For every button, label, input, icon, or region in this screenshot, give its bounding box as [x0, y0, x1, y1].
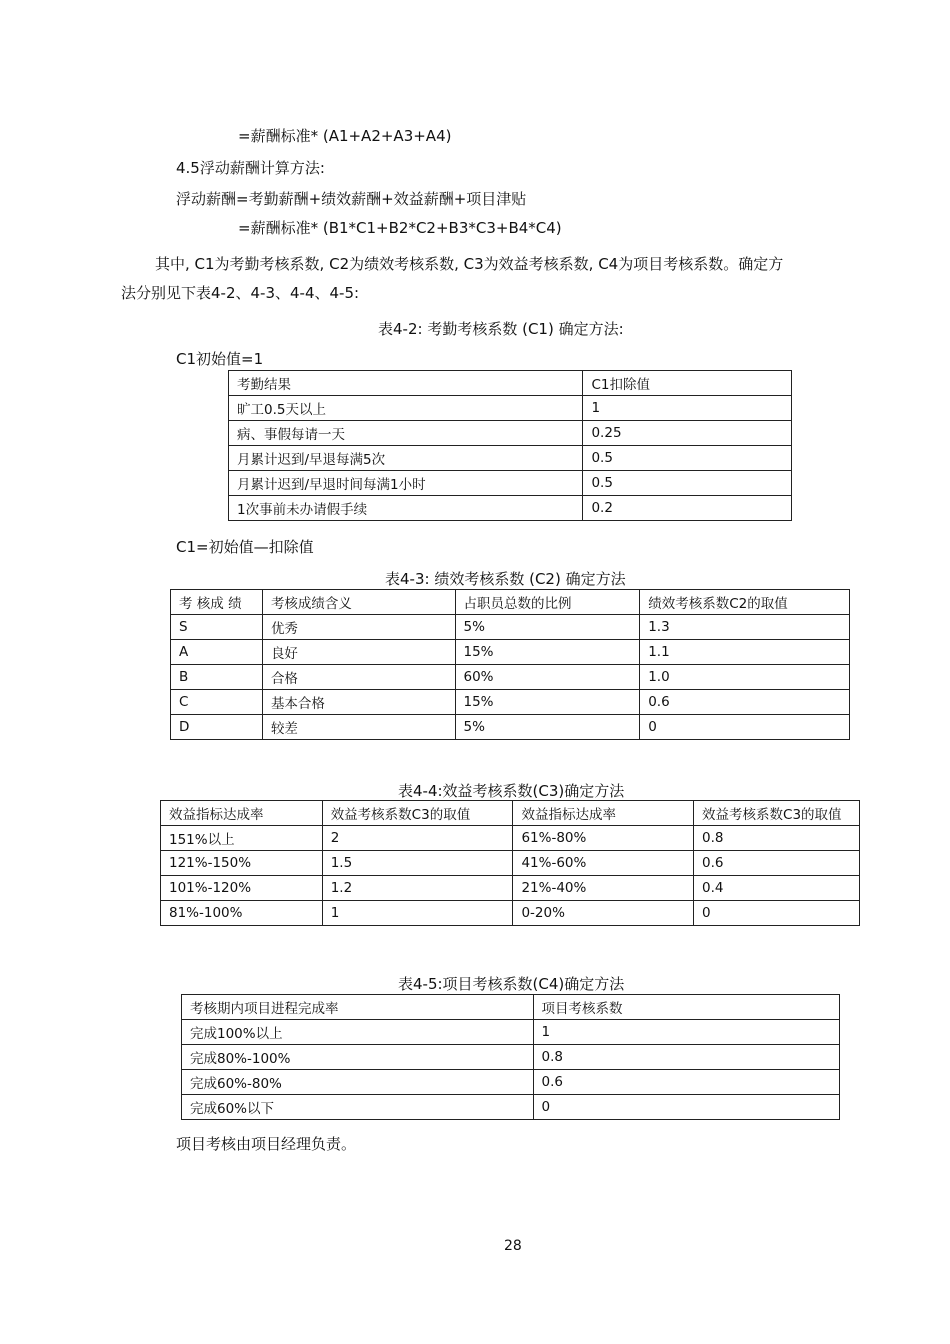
table-row: [171, 715, 850, 740]
table-cell: C: [171, 690, 263, 715]
table-cell: 15%: [455, 640, 640, 665]
table-4-2-caption: 表4-2: 考勤考核系数 (C1) 确定方法:: [378, 320, 624, 338]
formula-line-4: =薪酬标准* (B1*C1+B2*C2+B3*C3+B4*C4): [238, 219, 562, 237]
table-cell: 0.8: [694, 826, 860, 851]
table-cell: 1.5: [322, 851, 513, 876]
table-4-2: [228, 370, 792, 521]
table-header-cell: 考勤结果: [229, 371, 583, 396]
table-cell: 基本合格: [262, 690, 455, 715]
table-header-row: [182, 995, 840, 1020]
table-cell: 良好: [262, 640, 455, 665]
table-4-5-caption: 表4-5:项目考核系数(C4)确定方法: [398, 975, 625, 993]
table-cell: 0.6: [533, 1070, 839, 1095]
table-cell: 2: [322, 826, 513, 851]
table-4-4: [160, 800, 860, 926]
table-cell: 0.6: [694, 851, 860, 876]
table-cell: 0.2: [583, 496, 792, 521]
table-header-row: [171, 590, 850, 615]
table-header-row: [229, 371, 792, 396]
table-header-cell: 考 核成 绩: [171, 590, 263, 615]
table-header-cell: 效益考核系数C3的取值: [322, 801, 513, 826]
table-cell: 旷工0.5天以上: [229, 396, 583, 421]
c1-initial-value: C1初始值=1: [176, 350, 264, 368]
table-cell: 1.0: [640, 665, 850, 690]
c1-formula: C1=初始值—扣除值: [176, 538, 314, 556]
table-cell: 0.8: [533, 1045, 839, 1070]
table-cell: 21%-40%: [513, 876, 694, 901]
table-cell: 101%-120%: [161, 876, 323, 901]
table-cell: 1.2: [322, 876, 513, 901]
table-header-cell: 效益指标达成率: [513, 801, 694, 826]
table-cell: 0: [694, 901, 860, 926]
table-cell: 121%-150%: [161, 851, 323, 876]
table-cell: 0: [640, 715, 850, 740]
table-cell: 0.4: [694, 876, 860, 901]
table-row: [182, 1020, 840, 1045]
table-cell: 0.5: [583, 471, 792, 496]
table-cell: 81%-100%: [161, 901, 323, 926]
table-row: [229, 446, 792, 471]
table-cell: 较差: [262, 715, 455, 740]
table-cell: 0.25: [583, 421, 792, 446]
table-row: [229, 496, 792, 521]
table-cell: 61%-80%: [513, 826, 694, 851]
table-row: [161, 901, 860, 926]
table-row: [182, 1070, 840, 1095]
table-cell: 1: [533, 1020, 839, 1045]
table-cell: 0-20%: [513, 901, 694, 926]
table-row: [161, 851, 860, 876]
table-cell: 完成100%以上: [182, 1020, 534, 1045]
page-number: 28: [504, 1238, 522, 1254]
table-cell: 5%: [455, 615, 640, 640]
table-cell: 151%以上: [161, 826, 323, 851]
table-row: [182, 1095, 840, 1120]
table-cell: 完成60%-80%: [182, 1070, 534, 1095]
table-cell: 月累计迟到/早退时间每满1小时: [229, 471, 583, 496]
table-cell: 1.3: [640, 615, 850, 640]
formula-line-float-pay: 浮动薪酬=考勤薪酬+绩效薪酬+效益薪酬+项目津贴: [176, 190, 527, 208]
table-cell: 60%: [455, 665, 640, 690]
table-4-3: [170, 589, 850, 740]
table-header-cell: 效益指标达成率: [161, 801, 323, 826]
table-cell: 15%: [455, 690, 640, 715]
section-heading-4-5: 4.5浮动薪酬计算方法:: [176, 159, 325, 177]
table-cell: 病、事假每请一天: [229, 421, 583, 446]
table-cell: A: [171, 640, 263, 665]
table-header-cell: 考核成绩含义: [262, 590, 455, 615]
table-cell: 41%-60%: [513, 851, 694, 876]
table-cell: D: [171, 715, 263, 740]
table-row: [171, 615, 850, 640]
table-cell: 1.1: [640, 640, 850, 665]
table-cell: 优秀: [262, 615, 455, 640]
table-header-cell: 效益考核系数C3的取值: [694, 801, 860, 826]
table-header-cell: C1扣除值: [583, 371, 792, 396]
table-row: [161, 876, 860, 901]
table-row: [229, 396, 792, 421]
table-cell: 1: [583, 396, 792, 421]
table-header-cell: 考核期内项目进程完成率: [182, 995, 534, 1020]
table-cell: S: [171, 615, 263, 640]
table-header-cell: 项目考核系数: [533, 995, 839, 1020]
table-header-row: [161, 801, 860, 826]
table-cell: 5%: [455, 715, 640, 740]
table-row: [182, 1045, 840, 1070]
paragraph-line-2: 法分别见下表4-2、4-3、4-4、4-5:: [121, 284, 360, 302]
formula-line-1: =薪酬标准* (A1+A2+A3+A4): [238, 127, 452, 145]
table-cell: 0: [533, 1095, 839, 1120]
table-row: [229, 471, 792, 496]
table-cell: 0.5: [583, 446, 792, 471]
project-review-note: 项目考核由项目经理负责。: [176, 1135, 357, 1153]
table-row: [171, 665, 850, 690]
table-cell: 月累计迟到/早退每满5次: [229, 446, 583, 471]
table-4-4-caption: 表4-4:效益考核系数(C3)确定方法: [398, 782, 625, 800]
table-row: [171, 640, 850, 665]
paragraph-line-1: 其中, C1为考勤考核系数, C2为绩效考核系数, C3为效益考核系数, C4为项目考核系数。确定方: [155, 255, 784, 273]
table-row: [161, 826, 860, 851]
table-cell: B: [171, 665, 263, 690]
table-4-3-caption: 表4-3: 绩效考核系数 (C2) 确定方法: [385, 570, 626, 588]
table-4-5: [181, 994, 840, 1120]
table-cell: 1: [322, 901, 513, 926]
table-header-cell: 占职员总数的比例: [455, 590, 640, 615]
table-row: [171, 690, 850, 715]
table-cell: 0.6: [640, 690, 850, 715]
table-cell: 合格: [262, 665, 455, 690]
table-row: [229, 421, 792, 446]
table-header-cell: 绩效考核系数C2的取值: [640, 590, 850, 615]
table-cell: 完成60%以下: [182, 1095, 534, 1120]
table-cell: 1次事前未办请假手续: [229, 496, 583, 521]
table-cell: 完成80%-100%: [182, 1045, 534, 1070]
